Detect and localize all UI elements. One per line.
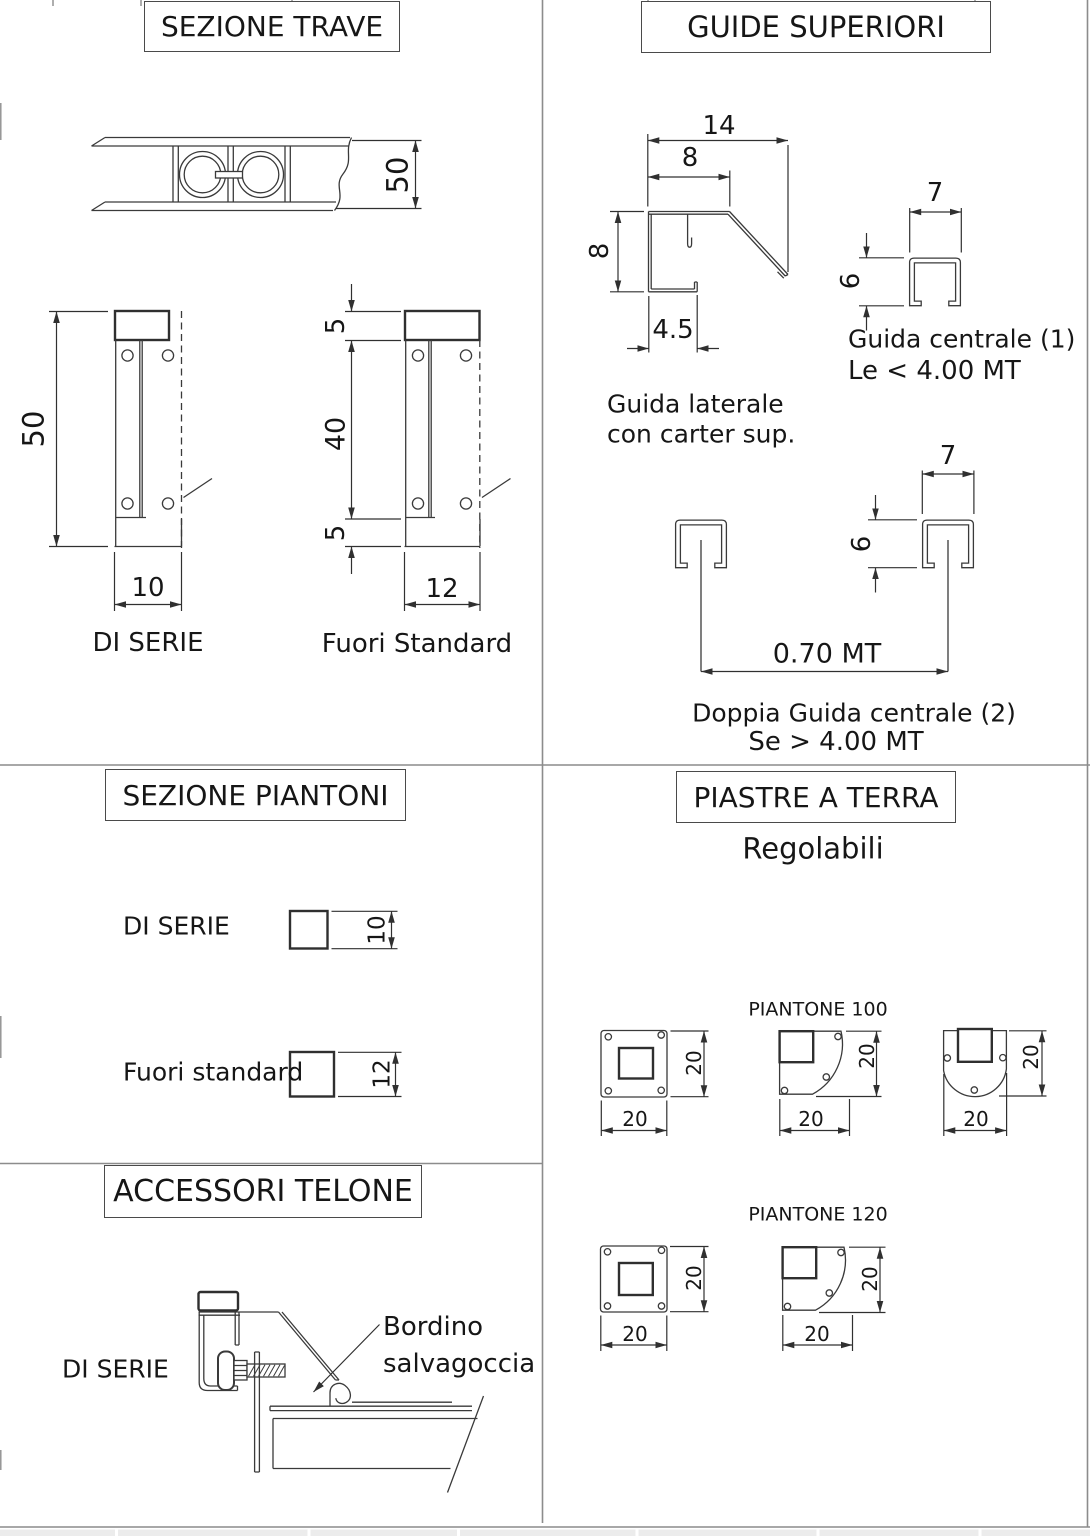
dim-centrale-width: 7 bbox=[926, 178, 944, 208]
dim-plate-e-h: 20 bbox=[858, 1266, 882, 1292]
dim-laterale-bottom: 4.5 bbox=[652, 315, 694, 345]
dim-doppia-span: 0.70 MT bbox=[772, 638, 882, 670]
dim-web-height: 40 bbox=[320, 416, 352, 452]
section-title-sezione-trave: SEZIONE TRAVE bbox=[160, 10, 384, 43]
dim-piantone-fuori-standard: 12 bbox=[369, 1059, 396, 1089]
dim-profile-width-fs: 12 bbox=[425, 574, 459, 604]
label-fuori-standard-trave: Fuori Standard bbox=[321, 629, 513, 659]
dim-laterale-total-width: 14 bbox=[702, 111, 736, 141]
dim-piantone-di-serie: 10 bbox=[364, 915, 391, 945]
section-title-box-sezione-trave bbox=[144, 1, 400, 52]
caption-doppia-guida-2: Se > 4.00 MT bbox=[748, 727, 924, 757]
label-piantone-120: PIANTONE 120 bbox=[748, 1203, 888, 1226]
dim-plate-d-w: 20 bbox=[622, 1322, 648, 1346]
subtitle-regolabili: Regolabili bbox=[742, 831, 884, 866]
dim-plate-b-w: 20 bbox=[798, 1107, 824, 1131]
dim-centrale-height: 6 bbox=[836, 272, 866, 290]
section-title-box-piastre-a-terra bbox=[676, 771, 956, 823]
dim-beam-height: 50 bbox=[380, 156, 415, 194]
dim-laterale-height: 8 bbox=[585, 242, 615, 260]
caption-doppia-guida-1: Doppia Guida centrale (2) bbox=[692, 698, 1016, 728]
caption-guida-laterale-2: con carter sup. bbox=[607, 419, 796, 449]
label-piantone-di-serie: DI SERIE bbox=[123, 911, 230, 941]
label-piantone-fuori-standard: Fuori standard bbox=[123, 1057, 304, 1087]
section-title-guide-superiori: GUIDE SUPERIORI bbox=[687, 10, 945, 44]
section-title-box-sezione-piantoni bbox=[105, 769, 406, 821]
dim-doppia-height: 6 bbox=[847, 535, 877, 553]
dim-bottom-flange: 5 bbox=[321, 524, 351, 542]
caption-guida-centrale-1: Guida centrale (1) bbox=[848, 324, 1076, 354]
dim-doppia-width: 7 bbox=[939, 441, 957, 471]
section-title-piastre-a-terra: PIASTRE A TERRA bbox=[693, 780, 939, 814]
dim-plate-c-w: 20 bbox=[963, 1107, 989, 1131]
dim-plate-e-w: 20 bbox=[804, 1322, 830, 1346]
callout-bordino-2: salvagoccia bbox=[383, 1349, 536, 1379]
dim-plate-a-w: 20 bbox=[622, 1107, 648, 1131]
section-title-sezione-piantoni: SEZIONE PIANTONI bbox=[122, 778, 389, 812]
label-piantone-100: PIANTONE 100 bbox=[748, 998, 888, 1021]
dim-profile-height: 50 bbox=[16, 410, 51, 448]
dim-top-flange: 5 bbox=[321, 317, 351, 335]
dim-plate-d-h: 20 bbox=[682, 1265, 706, 1291]
dim-plate-b-h: 20 bbox=[855, 1043, 879, 1069]
caption-guida-laterale-1: Guida laterale bbox=[607, 389, 784, 419]
section-title-accessori-telone: ACCESSORI TELONE bbox=[113, 1174, 413, 1209]
dim-laterale-top-width: 8 bbox=[681, 143, 699, 173]
dim-profile-width: 10 bbox=[131, 573, 165, 603]
label-accessori-di-serie: DI SERIE bbox=[62, 1354, 169, 1384]
callout-bordino-1: Bordino bbox=[383, 1312, 484, 1342]
label-di-serie-trave: DI SERIE bbox=[92, 628, 204, 658]
section-title-box-accessori-telone bbox=[104, 1165, 422, 1218]
caption-guida-centrale-2: Le < 4.00 MT bbox=[848, 356, 1021, 386]
dim-plate-a-h: 20 bbox=[682, 1050, 706, 1076]
dim-plate-c-h: 20 bbox=[1019, 1044, 1043, 1070]
section-title-box-guide-superiori bbox=[641, 1, 991, 53]
